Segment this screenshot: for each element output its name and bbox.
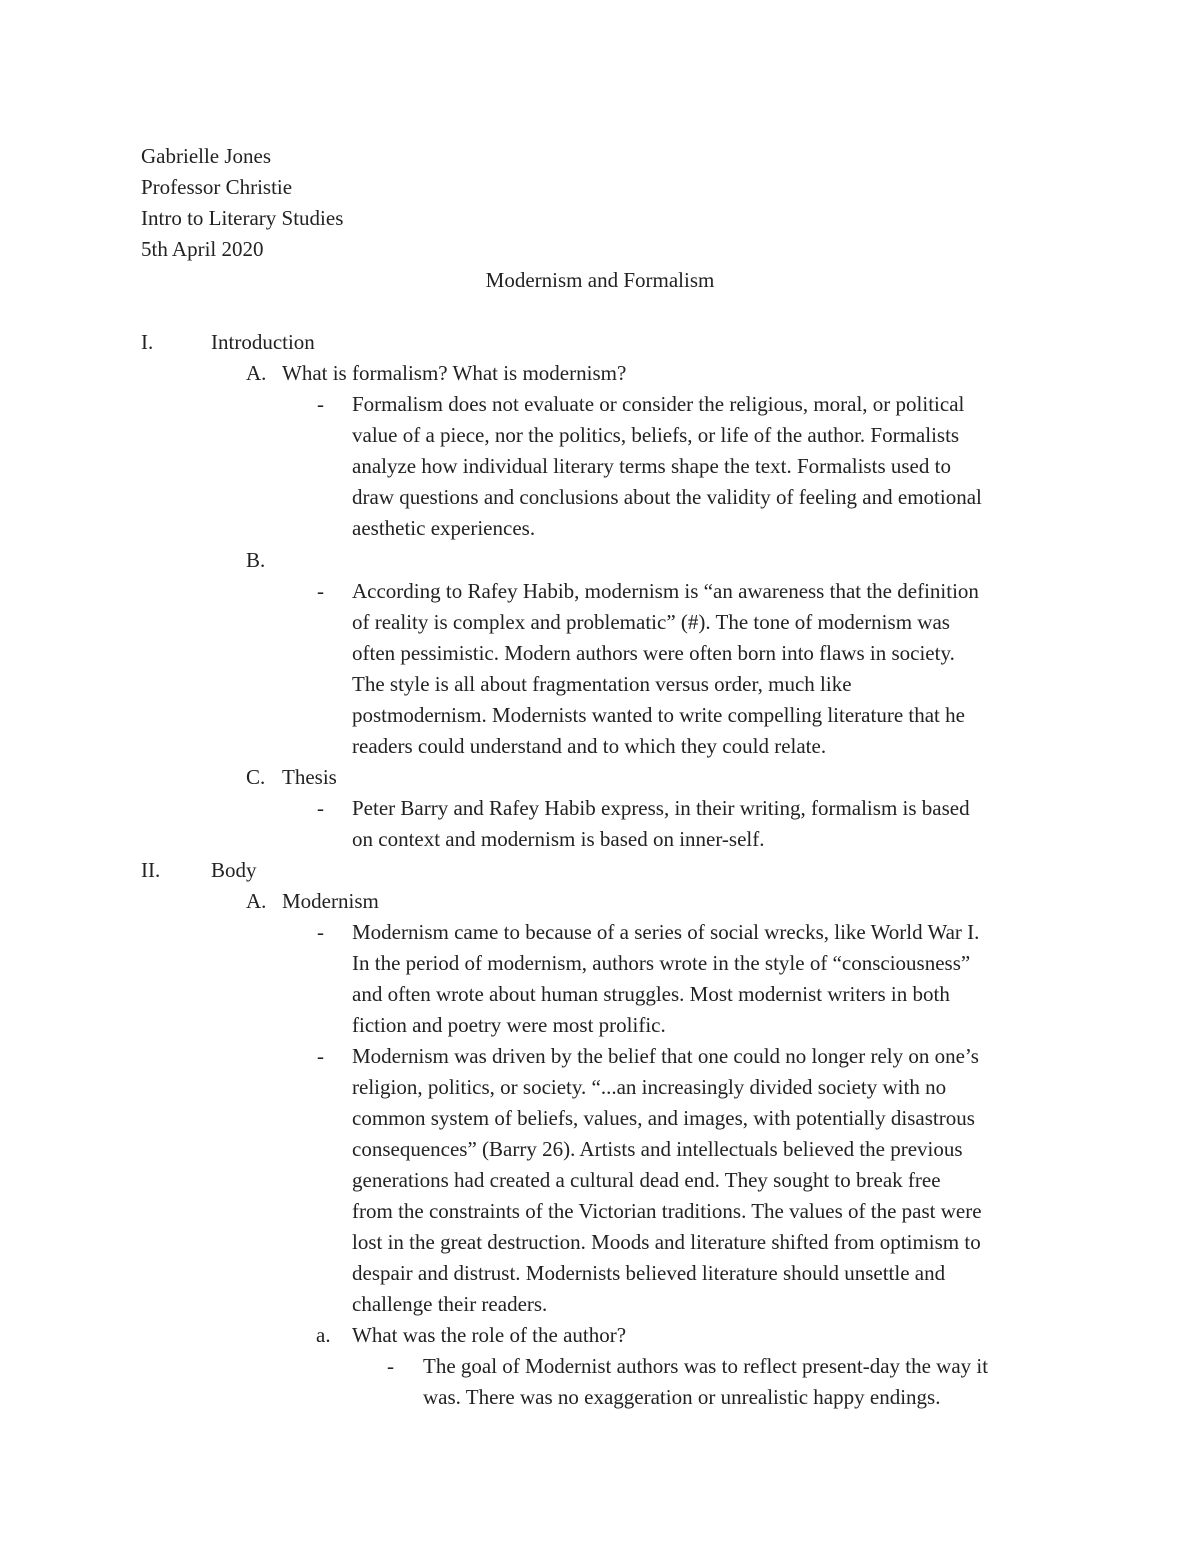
bullet-line: fiction and poetry were most prolific. bbox=[352, 1013, 666, 1037]
bullet-line: challenge their readers. bbox=[352, 1292, 548, 1316]
student-name: Gabrielle Jones bbox=[141, 144, 272, 168]
bullet-line: postmodernism. Modernists wanted to write compelling literature that he bbox=[352, 703, 965, 727]
outline-marker-intro-b: B. bbox=[246, 548, 266, 572]
bullet-line: aesthetic experiences. bbox=[352, 516, 536, 540]
bullet-line: Modernism was driven by the belief that one could no longer rely on one’s bbox=[352, 1044, 979, 1068]
professor-name: Professor Christie bbox=[141, 175, 293, 199]
bullet-line: The style is all about fragmentation versus order, much like bbox=[352, 672, 852, 696]
page-title: Modernism and Formalism bbox=[485, 268, 715, 292]
bullet-dash: - bbox=[317, 920, 324, 944]
outline-marker-intro-c: C. bbox=[246, 765, 266, 789]
outline-numeral-body: II. bbox=[141, 858, 161, 882]
bullet-line: on context and modernism is based on inner-self. bbox=[352, 827, 765, 851]
bullet-dash: - bbox=[317, 796, 324, 820]
course-name: Intro to Literary Studies bbox=[141, 206, 344, 230]
bullet-line: lost in the great destruction. Moods and literature shifted from optimism to bbox=[352, 1230, 981, 1254]
bullet-line: religion, politics, or society. “...an increasingly divided society with no bbox=[352, 1075, 947, 1099]
document-date: 5th April 2020 bbox=[141, 237, 264, 261]
outline-heading-author-role: What was the role of the author? bbox=[352, 1323, 627, 1347]
outline-marker-body-a-a: a. bbox=[316, 1323, 331, 1347]
bullet-line: was. There was no exaggeration or unrealistic happy endings. bbox=[423, 1385, 941, 1409]
outline-heading-body: Body bbox=[211, 858, 257, 882]
outline-heading-thesis: Thesis bbox=[282, 765, 337, 789]
outline-heading-intro: Introduction bbox=[211, 330, 315, 354]
bullet-line: of reality is complex and problematic” (#). The tone of modernism was bbox=[352, 610, 950, 634]
outline-heading-modernism: Modernism bbox=[282, 889, 379, 913]
outline-marker-intro-a: A. bbox=[246, 361, 267, 385]
outline-marker-body-a: A. bbox=[246, 889, 267, 913]
bullet-dash: - bbox=[317, 392, 324, 416]
bullet-line: In the period of modernism, authors wrote in the style of “consciousness” bbox=[352, 951, 971, 975]
bullet-line: The goal of Modernist authors was to reflect present-day the way it bbox=[423, 1354, 989, 1378]
bullet-dash: - bbox=[317, 579, 324, 603]
bullet-line: generations had created a cultural dead end. They sought to break free bbox=[352, 1168, 941, 1192]
bullet-line: from the constraints of the Victorian traditions. The values of the past were bbox=[352, 1199, 982, 1223]
bullet-line: Formalism does not evaluate or consider the religious, moral, or political bbox=[352, 392, 965, 416]
bullet-line: often pessimistic. Modern authors were often born into flaws in society. bbox=[352, 641, 955, 665]
bullet-dash: - bbox=[387, 1354, 394, 1378]
bullet-line: According to Rafey Habib, modernism is “an awareness that the definition bbox=[352, 579, 979, 603]
bullet-dash: - bbox=[317, 1044, 324, 1068]
bullet-line: value of a piece, nor the politics, beliefs, or life of the author. Formalists bbox=[352, 423, 960, 447]
bullet-line: readers could understand and to which they could relate. bbox=[352, 734, 827, 758]
bullet-line: Peter Barry and Rafey Habib express, in their writing, formalism is based bbox=[352, 796, 970, 820]
bullet-line: despair and distrust. Modernists believed literature should unsettle and bbox=[352, 1261, 946, 1285]
bullet-line: common system of beliefs, values, and images, with potentially disastrous bbox=[352, 1106, 975, 1130]
bullet-line: consequences” (Barry 26). Artists and intellectuals believed the previous bbox=[352, 1137, 963, 1161]
bullet-line: and often wrote about human struggles. Most modernist writers in both bbox=[352, 982, 950, 1006]
bullet-line: Modernism came to because of a series of social wrecks, like World War I. bbox=[352, 920, 980, 944]
bullet-line: draw questions and conclusions about the validity of feeling and emotional bbox=[352, 485, 982, 509]
outline-numeral-intro: I. bbox=[141, 330, 154, 354]
bullet-line: analyze how individual literary terms shape the text. Formalists used to bbox=[352, 454, 951, 478]
outline-heading-intro-a: What is formalism? What is modernism? bbox=[282, 361, 627, 385]
